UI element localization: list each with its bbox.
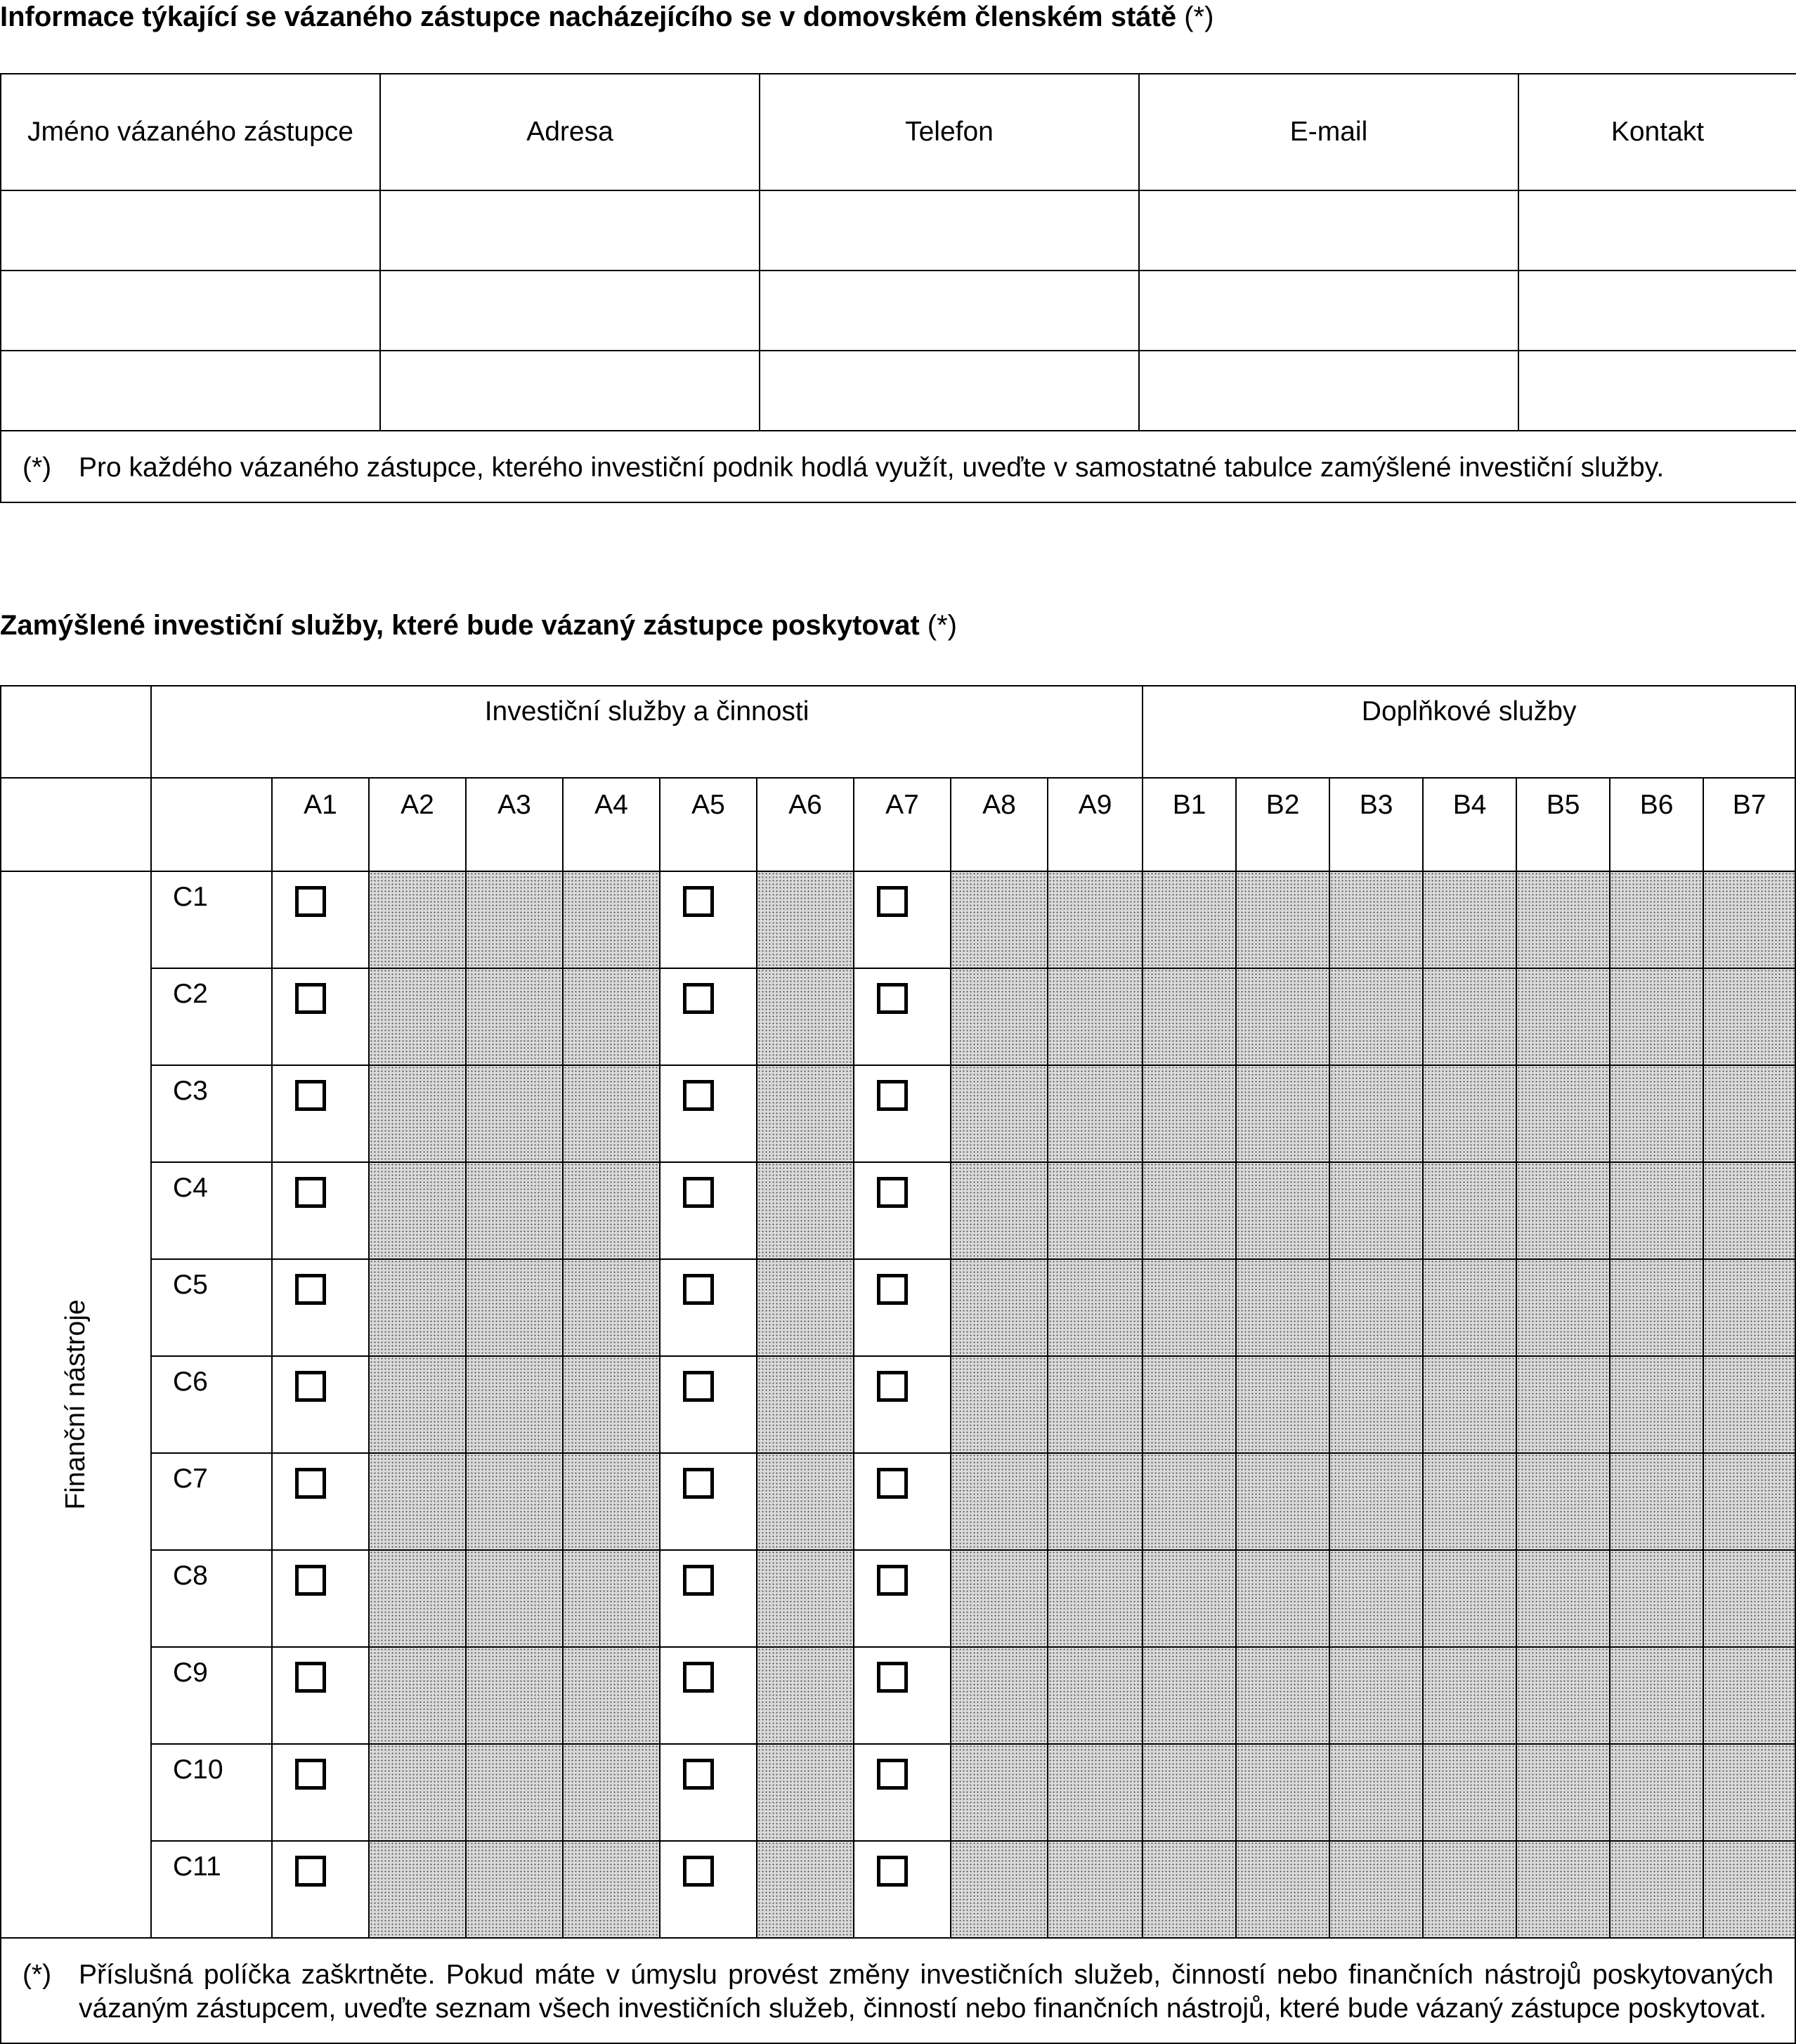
shaded-cell [1423,1453,1516,1550]
footnote-cell [1,1938,1795,2043]
column-header-a7: A7 [854,778,951,871]
shaded-cell [757,968,854,1065]
shaded-cell [951,871,1048,968]
shaded-cell [1143,968,1236,1065]
corner-cell [1,686,151,778]
shaded-cell [1703,1744,1795,1841]
row-label-c9: C9 [151,1647,272,1744]
column-header-a9: A9 [1048,778,1143,871]
shaded-cell [1610,1647,1703,1744]
shaded-cell [1143,1065,1236,1162]
shaded-cell [1423,1647,1516,1744]
corner-cell [151,778,272,871]
section2-title [0,610,957,641]
column-header-b2: B2 [1236,778,1329,871]
shaded-cell [1423,1162,1516,1259]
shaded-cell [1516,1744,1610,1841]
shaded-cell [951,1162,1048,1259]
shaded-cell [951,1453,1048,1550]
table-row [1,351,1796,431]
address-cell[interactable] [380,271,760,351]
checkbox[interactable] [683,886,714,917]
shaded-cell [1329,1259,1423,1356]
checkbox[interactable] [683,1856,714,1887]
column-header-b3: B3 [1329,778,1423,871]
checkbox[interactable] [295,1662,326,1693]
table-row [1,1453,1795,1550]
shaded-cell [1236,871,1329,968]
shaded-cell [466,1647,563,1744]
shaded-cell [951,968,1048,1065]
column-header-b7: B7 [1703,778,1795,871]
cell-c8-a7 [854,1550,951,1647]
shaded-cell [1610,1744,1703,1841]
shaded-cell [1048,1841,1143,1938]
cell-c2-a1 [272,968,369,1065]
shaded-cell [1048,1453,1143,1550]
cell-c8-a1 [272,1550,369,1647]
column-header-a8: A8 [951,778,1048,871]
shaded-cell [1703,1841,1795,1938]
cell-c4-a7 [854,1162,951,1259]
shaded-cell [1143,1841,1236,1938]
checkbox[interactable] [877,1371,908,1402]
shaded-cell [1516,1550,1610,1647]
section2-title-text: Zamýšlené investiční služby, které bude vázaný zástupce poskytovat [0,610,920,641]
checkbox[interactable] [877,1565,908,1596]
table-header-row [1,74,1796,190]
shaded-cell [1423,1259,1516,1356]
shaded-cell [1236,1841,1329,1938]
shaded-cell [466,1162,563,1259]
shaded-cell [1516,1065,1610,1162]
checkbox[interactable] [877,1856,908,1887]
shaded-cell [1143,1453,1236,1550]
shaded-cell [951,1356,1048,1453]
financial-instruments-label: Finanční nástroje [60,1299,91,1510]
footnote-row [1,1938,1795,2043]
shaded-cell [757,1841,854,1938]
shaded-cell [563,1744,660,1841]
contact-cell[interactable] [1518,190,1796,271]
shaded-cell [757,1162,854,1259]
shaded-cell [369,1356,466,1453]
tied-agent-info-table [0,73,1796,503]
shaded-cell [466,1259,563,1356]
shaded-cell [1516,1162,1610,1259]
column-header-a3: A3 [466,778,563,871]
table-row [1,1550,1795,1647]
row-label-c8: C8 [151,1550,272,1647]
shaded-cell [1610,1841,1703,1938]
shaded-cell [1048,1550,1143,1647]
column-header-b4: B4 [1423,778,1516,871]
shaded-cell [466,1841,563,1938]
shaded-cell [951,1065,1048,1162]
shaded-cell [466,1550,563,1647]
shaded-cell [1516,871,1610,968]
section1-footnote [22,451,1775,485]
table-row [1,1841,1795,1938]
table-row [1,271,1796,351]
checkbox[interactable] [295,1565,326,1596]
shaded-cell [1703,1065,1795,1162]
shaded-cell [1329,1065,1423,1162]
phone-cell[interactable] [760,190,1139,271]
shaded-cell [369,1065,466,1162]
cell-c6-a7 [854,1356,951,1453]
cell-c9-a7 [854,1647,951,1744]
shaded-cell [369,1453,466,1550]
checkbox[interactable] [877,1274,908,1305]
shaded-cell [1423,968,1516,1065]
shaded-cell [1143,1550,1236,1647]
column-header-b5: B5 [1516,778,1610,871]
agent-name-cell[interactable] [1,351,380,431]
shaded-cell [1423,1841,1516,1938]
checkbox[interactable] [877,1662,908,1693]
shaded-cell [1610,1453,1703,1550]
column-header-a4: A4 [563,778,660,871]
shaded-cell [563,1550,660,1647]
shaded-cell [563,1356,660,1453]
footnote-text: Příslušná políčka zaškrtněte. Pokud máte v úmyslu provést změny investičních služeb, činností nebo finančních nástrojů poskytovaných vázaným zástupcem, uveďte seznam všech investičních služeb, činností nebo finančních nástrojů, které bude vázaný zástupce poskytovat. [79,1960,1774,2024]
shaded-cell [466,1453,563,1550]
checkbox[interactable] [295,983,326,1014]
shaded-cell [1329,1162,1423,1259]
phone-cell[interactable] [760,351,1139,431]
shaded-cell [951,1744,1048,1841]
shaded-cell [1329,1647,1423,1744]
header-address: Adresa [380,74,760,190]
shaded-cell [1236,1065,1329,1162]
checkbox[interactable] [877,1759,908,1790]
shaded-cell [1143,1744,1236,1841]
checkbox[interactable] [683,1662,714,1693]
checkbox[interactable] [295,1080,326,1111]
shaded-cell [1329,1356,1423,1453]
shaded-cell [951,1550,1048,1647]
shaded-cell [951,1647,1048,1744]
checkbox[interactable] [295,1274,326,1305]
shaded-cell [1143,1162,1236,1259]
shaded-cell [466,968,563,1065]
column-header-b6: B6 [1610,778,1703,871]
table-row [1,1744,1795,1841]
cell-c5-a5 [660,1259,757,1356]
checkbox[interactable] [295,1468,326,1499]
shaded-cell [1048,968,1143,1065]
cell-c2-a5 [660,968,757,1065]
cell-c1-a7 [854,871,951,968]
shaded-cell [1236,1647,1329,1744]
shaded-cell [1236,1550,1329,1647]
shaded-cell [757,1453,854,1550]
shaded-cell [757,1744,854,1841]
shaded-cell [1610,1065,1703,1162]
column-header-a5: A5 [660,778,757,871]
checkbox[interactable] [877,1080,908,1111]
shaded-cell [757,1356,854,1453]
shaded-cell [1143,1259,1236,1356]
table-row [1,1259,1795,1356]
shaded-cell [466,1356,563,1453]
shaded-cell [757,1065,854,1162]
shaded-cell [369,1841,466,1938]
shaded-cell [1516,968,1610,1065]
row-label-c3: C3 [151,1065,272,1162]
shaded-cell [1236,1356,1329,1453]
table-row [1,1356,1795,1453]
shaded-cell [563,1259,660,1356]
cell-c11-a7 [854,1841,951,1938]
cell-c9-a5 [660,1647,757,1744]
shaded-cell [1703,1356,1795,1453]
checkbox[interactable] [877,1468,908,1499]
table-row [1,1162,1795,1259]
shaded-cell [951,1841,1048,1938]
shaded-cell [1516,1453,1610,1550]
cell-c5-a7 [854,1259,951,1356]
header-contact: Kontakt [1518,74,1796,190]
cell-c6-a1 [272,1356,369,1453]
shaded-cell [1423,1356,1516,1453]
checkbox[interactable] [683,1371,714,1402]
cell-c10-a7 [854,1744,951,1841]
shaded-cell [1423,1744,1516,1841]
shaded-cell [563,968,660,1065]
shaded-cell [1048,1259,1143,1356]
checkbox[interactable] [683,1080,714,1111]
cell-c4-a1 [272,1162,369,1259]
shaded-cell [757,1647,854,1744]
shaded-cell [1703,1453,1795,1550]
email-cell[interactable] [1139,271,1518,351]
shaded-cell [466,1744,563,1841]
table-row [1,1647,1795,1744]
shaded-cell [1516,1841,1610,1938]
row-label-c7: C7 [151,1453,272,1550]
section1-title-text: Informace týkající se vázaného zástupce nacházejícího se v domovském členském státě [0,1,1177,32]
shaded-cell [1048,1162,1143,1259]
table-row [1,190,1796,271]
section2-footnote [22,1958,1774,2026]
shaded-cell [369,968,466,1065]
shaded-cell [1610,1162,1703,1259]
shaded-cell [1610,968,1703,1065]
shaded-cell [1143,1647,1236,1744]
shaded-cell [563,1453,660,1550]
shaded-cell [1423,1550,1516,1647]
agent-name-cell[interactable] [1,271,380,351]
column-header-a6: A6 [757,778,854,871]
cell-c7-a1 [272,1453,369,1550]
shaded-cell [951,1259,1048,1356]
checkbox[interactable] [683,1759,714,1790]
shaded-cell [1703,1259,1795,1356]
column-header-row [1,778,1795,871]
table-row [1,968,1795,1065]
checkbox[interactable] [877,983,908,1014]
shaded-cell [1610,871,1703,968]
shaded-cell [1610,1550,1703,1647]
checkbox[interactable] [295,1759,326,1790]
contact-cell[interactable] [1518,351,1796,431]
shaded-cell [563,1841,660,1938]
cell-c8-a5 [660,1550,757,1647]
header-phone: Telefon [760,74,1139,190]
group-ancillary-services: Doplňkové služby [1143,686,1795,778]
cell-c7-a5 [660,1453,757,1550]
shaded-cell [757,1550,854,1647]
shaded-cell [1236,1744,1329,1841]
column-header-a1: A1 [272,778,369,871]
footnote-row [1,431,1796,502]
shaded-cell [757,871,854,968]
shaded-cell [1048,1744,1143,1841]
address-cell[interactable] [380,190,760,271]
shaded-cell [1236,1162,1329,1259]
row-label-c1: C1 [151,871,272,968]
shaded-cell [1703,1647,1795,1744]
shaded-cell [1703,1550,1795,1647]
checkbox[interactable] [683,1468,714,1499]
cell-c1-a5 [660,871,757,968]
section2-title-note: (*) [927,610,957,641]
shaded-cell [369,871,466,968]
shaded-cell [563,1162,660,1259]
shaded-cell [1610,1259,1703,1356]
shaded-cell [369,1647,466,1744]
shaded-cell [369,1162,466,1259]
shaded-cell [1423,871,1516,968]
section1-title [0,1,1213,32]
checkbox[interactable] [683,1177,714,1208]
contact-cell[interactable] [1518,271,1796,351]
corner-cell [1,778,151,871]
shaded-cell [1516,1647,1610,1744]
shaded-cell [1236,968,1329,1065]
row-label-c5: C5 [151,1259,272,1356]
shaded-cell [1236,1259,1329,1356]
row-label-c6: C6 [151,1356,272,1453]
shaded-cell [369,1744,466,1841]
row-label-c4: C4 [151,1162,272,1259]
shaded-cell [369,1550,466,1647]
cell-c2-a7 [854,968,951,1065]
header-email: E-mail [1139,74,1518,190]
shaded-cell [1329,871,1423,968]
checkbox[interactable] [683,983,714,1014]
shaded-cell [563,1065,660,1162]
shaded-cell [563,871,660,968]
cell-c11-a1 [272,1841,369,1938]
cell-c3-a7 [854,1065,951,1162]
cell-c4-a5 [660,1162,757,1259]
shaded-cell [757,1259,854,1356]
cell-c3-a1 [272,1065,369,1162]
cell-c9-a1 [272,1647,369,1744]
shaded-cell [1143,1356,1236,1453]
shaded-cell [1048,1065,1143,1162]
row-label-c11: C11 [151,1841,272,1938]
row-label-c2: C2 [151,968,272,1065]
financial-instruments-label-cell [1,871,151,1938]
table-row [1,871,1795,968]
shaded-cell [1048,871,1143,968]
cell-c10-a5 [660,1744,757,1841]
shaded-cell [1516,1356,1610,1453]
shaded-cell [1329,968,1423,1065]
table-row [1,1065,1795,1162]
shaded-cell [466,871,563,968]
cell-c3-a5 [660,1065,757,1162]
group-investment-services: Investiční služby a činnosti [151,686,1143,778]
footnote-mark: (*) [22,1960,52,1990]
header-agent-name: Jméno vázaného zástupce [1,74,380,190]
checkbox[interactable] [683,1274,714,1305]
cell-c10-a1 [272,1744,369,1841]
shaded-cell [369,1259,466,1356]
shaded-cell [1703,871,1795,968]
shaded-cell [1329,1744,1423,1841]
address-cell[interactable] [380,351,760,431]
checkbox[interactable] [295,1856,326,1887]
shaded-cell [563,1647,660,1744]
shaded-cell [1516,1259,1610,1356]
agent-name-cell[interactable] [1,190,380,271]
shaded-cell [1329,1453,1423,1550]
services-matrix-table [0,685,1796,2044]
footnote-mark: (*) [22,453,52,483]
shaded-cell [1610,1356,1703,1453]
shaded-cell [1048,1356,1143,1453]
cell-c11-a5 [660,1841,757,1938]
cell-c7-a7 [854,1453,951,1550]
shaded-cell [1329,1841,1423,1938]
checkbox[interactable] [295,1371,326,1402]
shaded-cell [466,1065,563,1162]
shaded-cell [1423,1065,1516,1162]
checkbox[interactable] [683,1565,714,1596]
shaded-cell [1048,1647,1143,1744]
column-header-a2: A2 [369,778,466,871]
group-header-row [1,686,1795,778]
footnote-cell [1,431,1796,502]
cell-c6-a5 [660,1356,757,1453]
footnote-text: Pro každého vázaného zástupce, kterého investiční podnik hodlá využít, uveďte v samostatné tabulce zamýšlené investiční služby. [79,453,1665,483]
shaded-cell [1236,1453,1329,1550]
section1-title-note: (*) [1184,1,1214,32]
checkbox[interactable] [295,886,326,917]
phone-cell[interactable] [760,271,1139,351]
checkbox[interactable] [877,1177,908,1208]
cell-c1-a1 [272,871,369,968]
column-header-b1: B1 [1143,778,1236,871]
shaded-cell [1703,1162,1795,1259]
cell-c5-a1 [272,1259,369,1356]
email-cell[interactable] [1139,351,1518,431]
shaded-cell [1143,871,1236,968]
checkbox[interactable] [877,886,908,917]
shaded-cell [1329,1550,1423,1647]
row-label-c10: C10 [151,1744,272,1841]
checkbox[interactable] [295,1177,326,1208]
email-cell[interactable] [1139,190,1518,271]
shaded-cell [1703,968,1795,1065]
